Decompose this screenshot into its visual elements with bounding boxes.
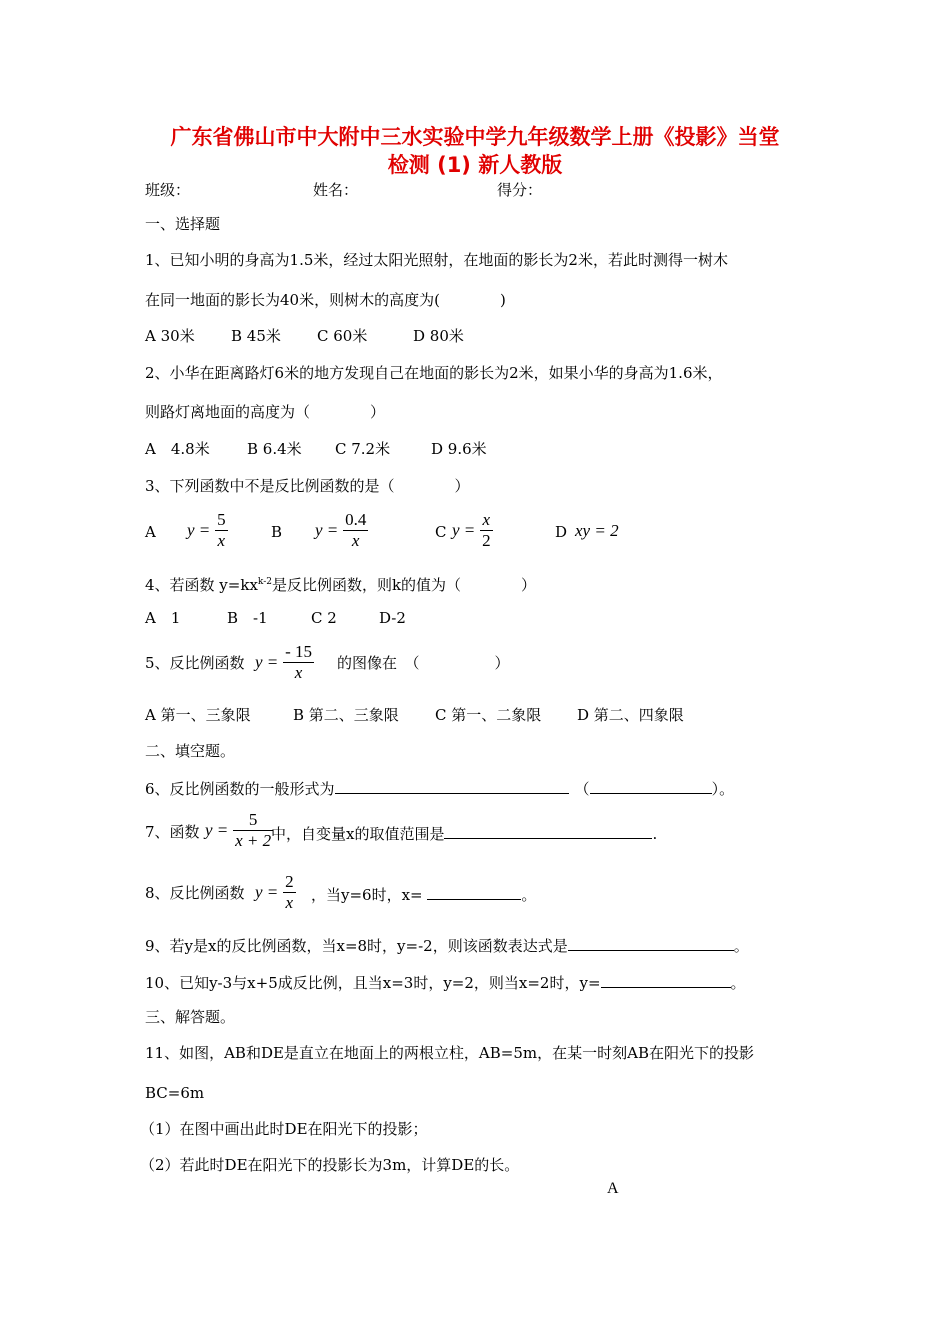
section-heading-choice: 一、选择题 — [145, 215, 221, 233]
lhs: y = — [255, 882, 279, 902]
option-a-label: A — [145, 523, 156, 541]
option-b: B 45米 — [231, 327, 281, 345]
denominator: x + 2 — [235, 831, 272, 850]
option-c: C 60米 — [317, 327, 368, 345]
option-c: C 7.2米 — [335, 440, 391, 458]
q6-suffix: ）。 — [711, 780, 735, 798]
document-title-line2: 检测 (1) 新人教版 — [387, 153, 563, 177]
option-d: D 第二、四象限 — [577, 706, 684, 724]
numerator: 2 — [285, 872, 294, 891]
q7-formula — [205, 810, 273, 851]
lhs: y = — [255, 652, 279, 672]
condition-blank[interactable] — [590, 777, 712, 794]
option-c-label: C — [435, 523, 447, 541]
option-d-formula: xy = 2 — [575, 521, 619, 540]
answer-blank[interactable] — [427, 883, 521, 900]
q9-end: 。 — [733, 937, 749, 955]
q5-suffix: 的图像在 （ ） — [337, 654, 510, 672]
question-11-part2: （2）若此时DE在阳光下的投影长为3m，计算DE的长。 — [140, 1156, 520, 1174]
section-heading-solve: 三、解答题。 — [145, 1008, 236, 1026]
question-4-options — [145, 608, 406, 628]
numerator: x — [480, 510, 493, 531]
option-d: D 80米 — [413, 327, 464, 345]
denominator: x — [351, 531, 360, 550]
q8-prefix: 8、反比例函数 — [145, 884, 245, 902]
q10-prefix: 10、已知y-3与x+5成反比例，且当x=3时，y=2，则当x=2时，y= — [145, 974, 601, 992]
question-9 — [145, 934, 749, 956]
q4-text-after: 是反比例函数，则k的值为（ ） — [271, 576, 537, 594]
fraction — [283, 642, 314, 683]
q4-text-before: 4、若函数 y=kx — [145, 576, 258, 594]
numerator: 5 — [233, 810, 273, 831]
question-10 — [145, 971, 746, 993]
option-c: C 第一、二象限 — [435, 706, 542, 724]
q5-formula — [255, 642, 314, 683]
denominator: x — [294, 663, 303, 682]
fraction — [233, 810, 273, 851]
name-label: 姓名： — [313, 181, 359, 199]
lhs: y = — [452, 520, 476, 540]
option-d-label: D — [555, 523, 568, 541]
option-a-formula — [187, 510, 228, 551]
q8-end: 。 — [521, 886, 537, 904]
question-4-text — [145, 572, 536, 595]
q7-prefix: 7、函数 — [145, 823, 200, 841]
q6-prefix: 6、反比例函数的一般形式为 — [145, 780, 335, 798]
document-title-line1: 广东省佛山市中大附中三水实验中学九年级数学上册《投影》当堂 — [170, 125, 780, 149]
question-11-part1: （1）在图中画出此时DE在阳光下的投影； — [140, 1120, 428, 1138]
answer-blank[interactable] — [335, 777, 569, 794]
option-d: D 9.6米 — [431, 440, 487, 458]
q7-suffix: 中，自变量x的取值范围是 — [271, 825, 445, 843]
option-c: C 2 — [311, 609, 337, 627]
answer-blank[interactable] — [601, 971, 731, 988]
question-3-text: 3、下列函数中不是反比例函数的是（ ） — [145, 477, 470, 495]
question-2-line2: 则路灯离地面的高度为（ ） — [145, 403, 386, 421]
denominator: 2 — [482, 531, 491, 550]
option-b-formula — [315, 510, 368, 551]
question-11-line1: 11、如图，AB和DE是直立在地面上的两根立柱，AB=5m，在某一时刻AB在阳光下的投影 — [145, 1044, 754, 1062]
answer-blank[interactable] — [568, 934, 734, 951]
fraction — [343, 510, 368, 551]
question-2-options — [145, 439, 487, 459]
lhs: y = — [315, 520, 339, 540]
question-5-options — [145, 705, 684, 725]
option-a: A 4.8米 — [145, 440, 210, 458]
option-b: B 6.4米 — [247, 440, 302, 458]
question-1-options — [145, 326, 464, 346]
q5-prefix: 5、反比例函数 — [145, 654, 245, 672]
figure-label-a: A — [607, 1180, 619, 1197]
denominator: x — [217, 531, 226, 550]
question-2-line1: 2、小华在距离路灯6米的地方发现自己在地面的影长为2米，如果小华的身高为1.6米， — [145, 364, 723, 382]
lhs: y = — [205, 820, 229, 840]
option-b-label: B — [271, 523, 283, 541]
option-a: A 30米 — [145, 327, 195, 345]
fraction — [283, 872, 296, 913]
option-a: A 第一、三象限 — [145, 706, 251, 724]
question-6 — [145, 777, 734, 799]
fraction — [480, 510, 493, 551]
q7-end: . — [652, 825, 658, 843]
q10-end: 。 — [730, 974, 746, 992]
q8-formula — [255, 872, 296, 913]
option-d: D-2 — [379, 609, 406, 627]
q4-exponent: k-2 — [257, 577, 272, 587]
answer-blank[interactable] — [444, 822, 652, 839]
option-b: B 第二、三象限 — [293, 706, 399, 724]
question-11-line2: BC=6m — [145, 1084, 205, 1102]
q8-suffix-line — [311, 883, 536, 905]
option-b: B -1 — [227, 609, 268, 627]
numerator: 0.4 — [345, 510, 367, 529]
numerator: - 15 — [285, 642, 312, 661]
question-1-line2: 在同一地面的影长为40米，则树木的高度为( ) — [145, 291, 506, 309]
fraction — [215, 510, 228, 551]
option-c-formula — [452, 510, 493, 551]
class-label: 班级： — [145, 181, 191, 199]
q8-suffix: ，当y=6时，x= — [311, 886, 428, 904]
question-1-line1: 1、已知小明的身高为1.5米，经过太阳光照射，在地面的影长为2米，若此时测得一树木 — [145, 251, 728, 269]
score-label: 得分： — [497, 181, 543, 199]
option-a: A 1 — [145, 609, 181, 627]
section-heading-fill: 二、填空题。 — [145, 742, 236, 760]
q9-prefix: 9、若y是x的反比例函数，当x=8时，y=-2，则该函数表达式是 — [145, 937, 568, 955]
numerator: 5 — [217, 510, 226, 529]
q7-suffix-line — [271, 822, 657, 844]
q6-mid: （ — [574, 780, 590, 798]
lhs: y = — [187, 520, 211, 540]
denominator: x — [285, 893, 294, 912]
